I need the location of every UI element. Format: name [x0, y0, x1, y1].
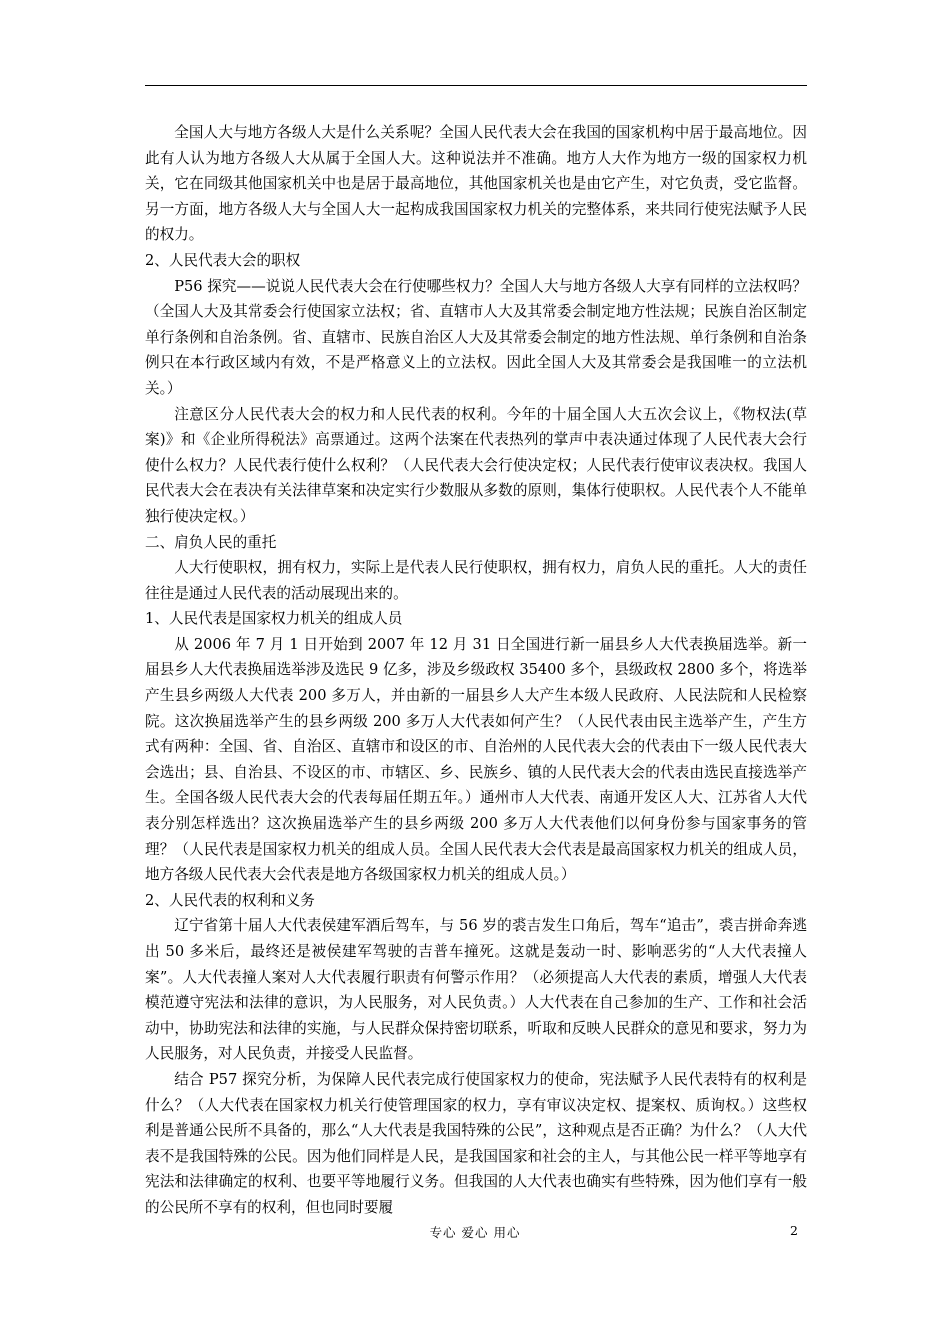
paragraph-power-vs-rights: 注意区分人民代表大会的权力和人民代表的权利。今年的十届全国人大五次会议上，《物权法(草案)》和《企业所得税法》高票通过。这两个法案在代表热列的掌声中表决通过体现了人民代表大会行使什么权力？人民代表行使什么权利？（人民代表大会行使决定权；人民代表行使审议表决权。我国人民代表大会在表决有关法律草案和决定实行少数服从多数的原则，集体行使职权。人民代表个人不能单独行使决定权。） [145, 405, 807, 525]
page-number: 2 [790, 1223, 798, 1238]
footer-motto: 专心 爱心 用心 [429, 1225, 521, 1240]
section-heading-rights-duties: 2、人民代表的权利和义务 [145, 891, 315, 909]
section-heading-trust: 二、肩负人民的重托 [145, 533, 277, 551]
paragraph-case: 辽宁省第十届人大代表侯建军酒后驾车，与 56 岁的裘吉发生口角后，驾车“追击”，裘吉拼命奔逃出 50 多米后，最终还是被侯建军驾驶的吉普车撞死。这就是轰动一时、影响恶劣的“人大代表撞人案”。人大代表撞人案对人大代表履行职责有何警示作用？（必须提高人大代表的素质，增强人大代表模范遵守宪法和法律的意识，为人民服务，对人民负责。）人大代表在自己参加的生产、工作和社会活动中，协助宪法和法律的实施，与人民群众保持密切联系，听取和反映人民群众的意见和要求，努力为人民服务，对人民负责，并接受人民监督。 [145, 917, 807, 1063]
paragraph-election: 从 2006 年 7 月 1 日开始到 2007 年 12 月 31 日全国进行新一届县乡人大代表换届选举。新一届县乡人大代表换届选举涉及选民 9 亿多，涉及乡级政权 35400 多个，县级政权 2800 多个，将选举产生县乡两级人大代表 200 多万人，并由新的一届县乡人大产生本级人民政府、人民法院和人民检察院。这次换届选举产生的县乡两级 200 多万人大代表如何产生？（人民代表由民主选举产生，产生方式有两种：全国、省、自治区、直辖市和设区的市、自治州的人民代表大会的代表由下一级人民代表大会选出；县、自治县、不设区的市、市辖区、乡、民族乡、镇的人民代表大会的代表由选民直接选举产生。全国各级人民代表大会的代表每届任期五年。）通州市人大代表、南通开发区人大、江苏省人大代表分别怎样选出？这次换届选举产生的县乡两级 200 多万人大代表他们以何身份参与国家事务的管理？（人民代表是国家权力机关的组成人员。全国人民代表大会代表是最高国家权力机关的组成人员，地方各级人民代表大会代表是地方各级国家权力机关的组成人员。） [145, 635, 807, 884]
section-heading-powers: 2、人民代表大会的职权 [145, 251, 301, 269]
document-body [145, 120, 807, 1221]
header-rule [145, 85, 807, 86]
section-heading-members: 1、人民代表是国家权力机关的组成人员 [145, 610, 403, 628]
paragraph-relationship: 全国人大与地方各级人大是什么关系呢？全国人民代表大会在我国的国家机构中居于最高地位。因此有人认为地方各级人大从属于全国人大。这种说法并不准确。地方人大作为地方一级的国家权力机关，它在同级其他国家机关中也是居于最高地位，其他国家机关也是由它产生，对它负责，受它监督。另一方面，地方各级人大与全国人大一起构成我国国家权力机关的完整体系，来共同行使宪法赋予人民的权力。 [145, 124, 807, 244]
paragraph-p57-inquiry: 结合 P57 探究分析，为保障人民代表完成行使国家权力的使命，宪法赋予人民代表特有的权利是什么？（人大代表在国家权力机关行使管理国家的权力，享有审议决定权、提案权、质询权。）这些权利是普通公民所不具备的，那么“人大代表是我国特殊的公民”，这种观点是否正确？为什么？（人大代表不是我国特殊的公民。因为他们同样是人民，是我国国家和社会的主人，与其他公民一样平等地享有宪法和法律确定的权利、也要平等地履行义务。但我国的人大代表也确实有些特殊，因为他们享有一般的公民所不享有的权利，但也同时要履 [145, 1070, 807, 1216]
paragraph-trust: 人大行使职权，拥有权力，实际上是代表人民行使职权，拥有权力，肩负人民的重托。人大的责任往往是通过人民代表的活动展现出来的。 [145, 559, 807, 602]
paragraph-p56-inquiry: P56 探究——说说人民代表大会在行使哪些权力？全国人大与地方各级人大享有同样的立法权吗？（全国人大及其常委会行使国家立法权；省、直辖市人大及其常委会制定地方性法规；民族自治区制定单行条例和自治条例。省、直辖市、民族自治区人大及其常委会制定的地方性法规、单行条例和自治条例只在本行政区域内有效，不是严格意义上的立法权。因此全国人大及其常委会是我国唯一的立法机关。） [145, 277, 807, 397]
